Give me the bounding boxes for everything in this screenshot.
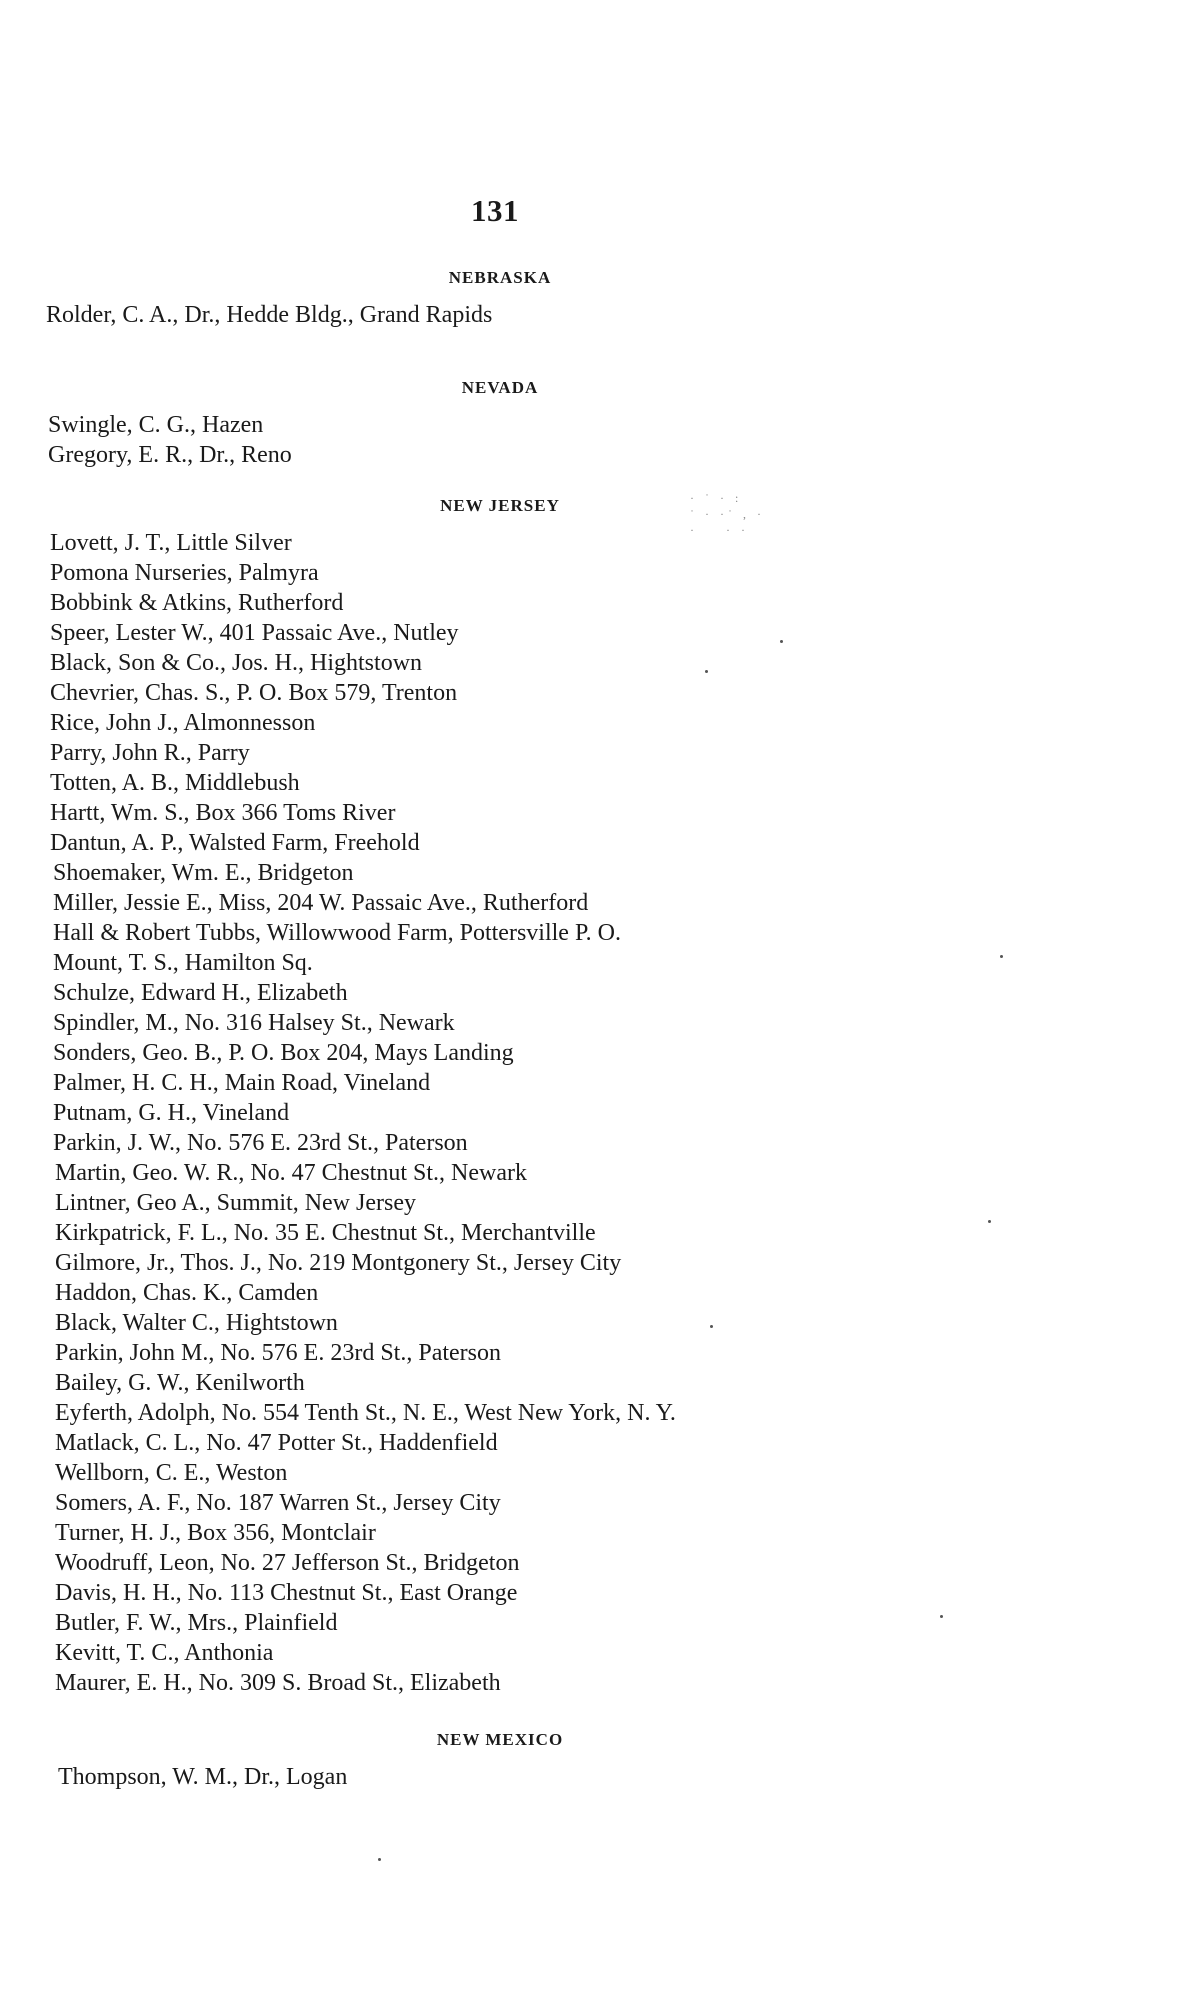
directory-entry: Davis, H. H., No. 113 Chestnut St., East Orange: [55, 1580, 518, 1606]
directory-entry: Gilmore, Jr., Thos. J., No. 219 Montgonery St., Jersey City: [55, 1250, 622, 1276]
directory-entry: Rolder, C. A., Dr., Hedde Bldg., Grand Rapids: [46, 302, 493, 328]
directory-entry: Woodruff, Leon, No. 27 Jefferson St., Bridgeton: [55, 1550, 520, 1576]
directory-entry: Sonders, Geo. B., P. O. Box 204, Mays Landing: [53, 1040, 514, 1066]
directory-entry: Miller, Jessie E., Miss, 204 W. Passaic Ave., Rutherford: [53, 890, 589, 916]
page-number: 131: [471, 193, 519, 228]
directory-entry: Pomona Nurseries, Palmyra: [50, 560, 319, 586]
directory-entry: Thompson, W. M., Dr., Logan: [58, 1764, 348, 1790]
directory-entry: Mount, T. S., Hamilton Sq.: [53, 950, 313, 976]
directory-entry: Turner, H. J., Box 356, Montclair: [55, 1520, 376, 1546]
scan-speck: [780, 640, 783, 643]
directory-entry: Dantun, A. P., Walsted Farm, Freehold: [50, 830, 420, 856]
entry-list: [0, 300, 1200, 330]
directory-entry: Lovett, J. T., Little Silver: [50, 530, 292, 556]
section-heading: NEW JERSEY: [440, 496, 560, 515]
directory-entry: Gregory, E. R., Dr., Reno: [48, 442, 292, 468]
directory-entry: Butler, F. W., Mrs., Plainfield: [55, 1610, 338, 1636]
directory-entry: Spindler, M., No. 316 Halsey St., Newark: [53, 1010, 455, 1036]
directory-entry: Haddon, Chas. K., Camden: [55, 1280, 319, 1306]
directory-entry: Matlack, C. L., No. 47 Potter St., Haddenfield: [55, 1430, 498, 1456]
directory-entry: Black, Son & Co., Jos. H., Hightstown: [50, 650, 423, 676]
directory-entry: Speer, Lester W., 401 Passaic Ave., Nutley: [50, 620, 459, 646]
scan-speck: [1000, 955, 1003, 958]
section-new-jersey: [0, 496, 1200, 1698]
directory-entry: Palmer, H. C. H., Main Road, Vineland: [53, 1070, 431, 1096]
directory-entry: Martin, Geo. W. R., No. 47 Chestnut St., Newark: [55, 1160, 527, 1186]
directory-entry: Bailey, G. W., Kenilworth: [55, 1370, 305, 1396]
directory-entry: Schulze, Edward H., Elizabeth: [53, 980, 348, 1006]
directory-entry: Chevrier, Chas. S., P. O. Box 579, Trenton: [50, 680, 458, 706]
directory-entry: Kevitt, T. C., Anthonia: [55, 1640, 274, 1666]
scan-speck: [940, 1615, 943, 1618]
directory-entry: Bobbink & Atkins, Rutherford: [50, 590, 344, 616]
scan-smudge: · ˙ · : ˙ · ·˙ , · · · ·: [690, 491, 765, 537]
directory-entry: Somers, A. F., No. 187 Warren St., Jersey City: [55, 1490, 501, 1516]
directory-entry: Wellborn, C. E., Weston: [55, 1460, 288, 1486]
directory-entry: Totten, A. B., Middlebush: [50, 770, 300, 796]
directory-entry: Eyferth, Adolph, No. 554 Tenth St., N. E., West New York, N. Y.: [55, 1400, 676, 1426]
directory-entry: Rice, John J., Almonnesson: [50, 710, 316, 736]
scan-speck: [378, 1858, 381, 1861]
directory-entry: Swingle, C. G., Hazen: [48, 412, 264, 438]
section-heading: NEBRASKA: [448, 268, 552, 287]
section-nebraska: [0, 268, 1200, 330]
directory-entry: Black, Walter C., Hightstown: [55, 1310, 338, 1336]
section-heading: NEW MEXICO: [436, 1730, 564, 1749]
directory-entry: Putnam, G. H., Vineland: [53, 1100, 290, 1126]
scan-speck: [710, 1325, 713, 1328]
directory-entry: Parkin, J. W., No. 576 E. 23rd St., Paterson: [53, 1130, 468, 1156]
directory-entry: Maurer, E. H., No. 309 S. Broad St., Elizabeth: [55, 1670, 501, 1696]
scan-speck: [705, 670, 708, 673]
directory-entry: Parkin, John M., No. 576 E. 23rd St., Paterson: [55, 1340, 501, 1366]
scan-speck: [988, 1220, 991, 1223]
section-heading: NEVADA: [461, 378, 539, 397]
entry-list: [0, 528, 1200, 1698]
directory-entry: Parry, John R., Parry: [50, 740, 250, 766]
entry-list: [0, 410, 1200, 470]
section-nevada: [0, 378, 1200, 470]
directory-entry: Lintner, Geo A., Summit, New Jersey: [55, 1190, 416, 1216]
directory-entry: Kirkpatrick, F. L., No. 35 E. Chestnut St., Merchantville: [55, 1220, 596, 1246]
directory-entry: Shoemaker, Wm. E., Bridgeton: [53, 860, 354, 886]
directory-entry: Hartt, Wm. S., Box 366 Toms River: [50, 800, 396, 826]
section-new-mexico: [0, 1730, 1200, 1792]
entry-list: [0, 1762, 1200, 1792]
directory-entry: Hall & Robert Tubbs, Willowwood Farm, Pottersville P. O.: [53, 920, 621, 946]
